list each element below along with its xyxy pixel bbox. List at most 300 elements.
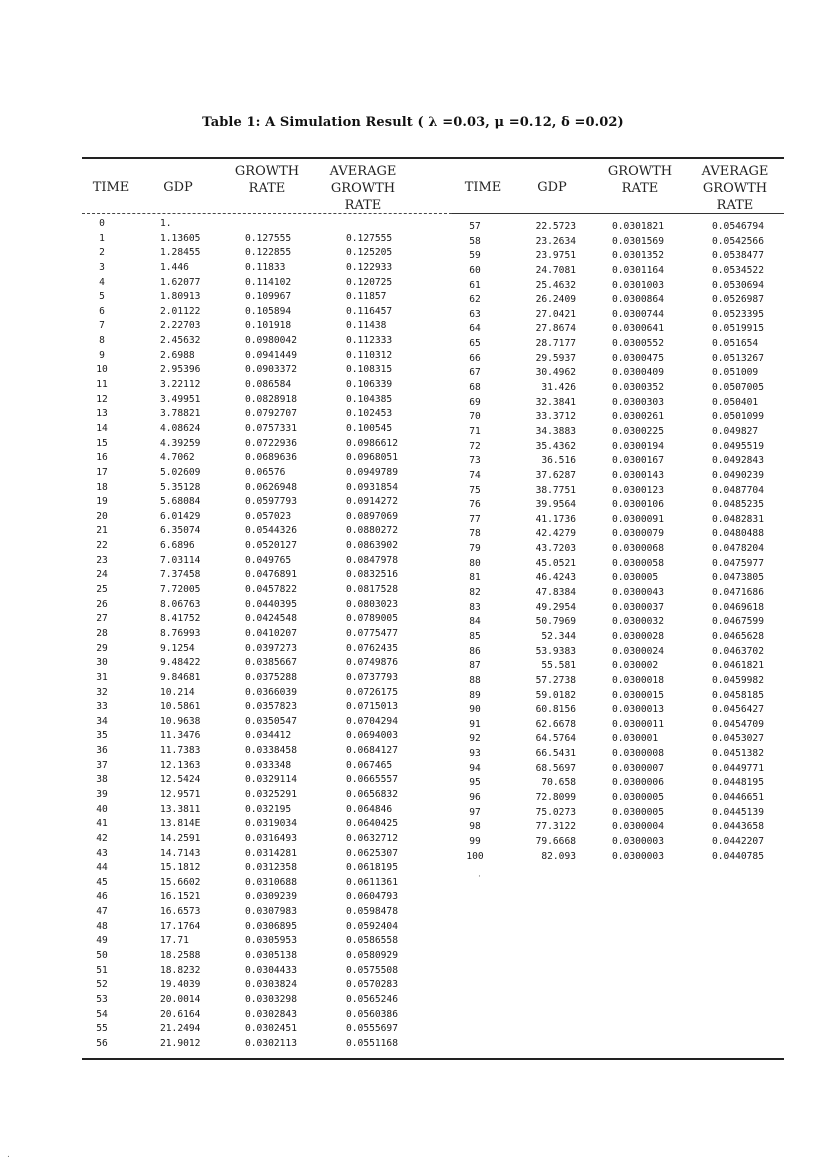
cell-average-growth-rate: 0.067465 xyxy=(346,759,393,771)
cell-time: 60 xyxy=(469,264,481,276)
cell-growth-rate: 0.0300005 xyxy=(612,791,664,803)
cell-time: 34 xyxy=(96,715,108,727)
cell-growth-rate: 0.0300004 xyxy=(612,821,664,833)
cell-gdp: 18.2588 xyxy=(160,950,201,962)
cell-time: 29 xyxy=(96,642,108,654)
cell-average-growth-rate: 0.0442207 xyxy=(712,835,764,847)
cell-growth-rate: 0.0301352 xyxy=(612,250,664,262)
cell-time: 0 xyxy=(99,218,105,229)
cell-average-growth-rate: 0.116457 xyxy=(346,305,393,317)
cell-gdp: 12.9571 xyxy=(160,788,201,800)
cell-gdp: 13.3811 xyxy=(160,803,201,815)
cell-gdp: 12.5424 xyxy=(160,774,201,786)
cell-time: 23 xyxy=(96,554,108,566)
cell-time: 81 xyxy=(469,572,481,584)
cell-average-growth-rate: 0.100545 xyxy=(346,422,393,434)
cell-time: 15 xyxy=(96,437,108,449)
cell-time: 98 xyxy=(469,821,481,833)
header-growth-rate-right: GROWTH RATE xyxy=(607,164,673,196)
cell-average-growth-rate: 0.0449771 xyxy=(712,762,764,774)
cell-time: 31 xyxy=(96,671,108,683)
cell-time: 26 xyxy=(96,598,108,610)
cell-time: 2 xyxy=(99,247,105,259)
cell-gdp: 23.2634 xyxy=(535,235,576,247)
cell-growth-rate: 0.0300011 xyxy=(612,718,664,730)
cell-gdp: 50.7969 xyxy=(535,616,576,628)
cell-average-growth-rate: 0.051009 xyxy=(712,367,759,379)
cell-gdp: 34.3883 xyxy=(535,425,576,437)
cell-gdp: 47.8384 xyxy=(535,587,576,599)
cell-growth-rate: 0.0792707 xyxy=(245,408,297,420)
cell-growth-rate: 0.0941449 xyxy=(245,349,297,361)
cell-growth-rate: 0.0302843 xyxy=(245,1008,297,1020)
cell-time: 94 xyxy=(469,762,481,774)
cell-growth-rate: 0.0312358 xyxy=(245,862,297,874)
cell-average-growth-rate: 0.0789005 xyxy=(346,613,398,625)
cell-time: 28 xyxy=(96,627,108,639)
cell-time: 7 xyxy=(99,320,105,332)
cell-average-growth-rate: 0.0632712 xyxy=(346,832,398,844)
cell-growth-rate: 0.057023 xyxy=(245,510,292,522)
cell-time: 49 xyxy=(96,935,108,947)
cell-growth-rate: 0.086584 xyxy=(245,379,292,391)
cell-average-growth-rate: 0.0749876 xyxy=(346,657,398,669)
cell-growth-rate: 0.034412 xyxy=(245,730,292,742)
cell-growth-rate: 0.0300409 xyxy=(612,367,664,379)
cell-time: 92 xyxy=(469,733,481,745)
cell-time: 6 xyxy=(99,305,105,317)
cell-gdp: 18.8232 xyxy=(160,964,201,976)
cell-growth-rate: 0.0300352 xyxy=(612,382,664,394)
cell-time: 21 xyxy=(96,525,108,537)
cell-time: 53 xyxy=(96,993,108,1005)
cell-time: 30 xyxy=(96,657,108,669)
cell-average-growth-rate: 0.0737793 xyxy=(346,671,398,683)
cell-gdp: 17.1764 xyxy=(160,920,201,932)
cell-growth-rate: 0.127555 xyxy=(245,232,292,244)
cell-time: 76 xyxy=(469,499,481,511)
cell-time: 44 xyxy=(96,862,108,874)
cell-growth-rate: 0.032195 xyxy=(245,803,292,815)
cell-growth-rate: 0.0325291 xyxy=(245,788,297,800)
cell-average-growth-rate: 0.0465628 xyxy=(712,630,764,642)
cell-growth-rate: 0.0440395 xyxy=(245,598,297,610)
cell-average-growth-rate: 0.11438 xyxy=(346,320,387,332)
cell-growth-rate: 0.0300261 xyxy=(612,411,664,423)
cell-average-growth-rate: 0.110312 xyxy=(346,349,393,361)
cell-time: 33 xyxy=(96,701,108,713)
cell-time: 46 xyxy=(96,891,108,903)
cell-growth-rate: 0.0314281 xyxy=(245,847,297,859)
cell-time: 27 xyxy=(96,613,108,625)
left-growth-rate-column xyxy=(245,217,325,1052)
cell-gdp: 36.516 xyxy=(541,455,576,467)
cell-gdp: 27.0421 xyxy=(535,308,576,320)
cell-growth-rate: 0.0300032 xyxy=(612,616,664,628)
cell-gdp: 6.6896 xyxy=(160,540,195,552)
cell-growth-rate: 0.0366039 xyxy=(245,686,297,698)
cell-growth-rate: 0.0626948 xyxy=(245,481,297,493)
cell-growth-rate: 0.0316493 xyxy=(245,832,297,844)
cell-average-growth-rate: 0.0575508 xyxy=(346,964,398,976)
cell-average-growth-rate: 0.0519915 xyxy=(712,323,764,335)
cell-growth-rate: 0.0300167 xyxy=(612,455,664,467)
cell-growth-rate xyxy=(245,217,325,232)
cell-average-growth-rate: 0.0775477 xyxy=(346,627,398,639)
cell-average-growth-rate: 0.0949789 xyxy=(346,466,398,478)
cell-average-growth-rate: 0.0715013 xyxy=(346,701,398,713)
cell-gdp: 3.49951 xyxy=(160,393,201,405)
cell-average-growth-rate: 0.0604793 xyxy=(346,891,398,903)
cell-gdp: 5.68084 xyxy=(160,496,201,508)
cell-gdp: 17.71 xyxy=(160,935,189,947)
cell-average-growth-rate: 0.0487704 xyxy=(712,484,764,496)
cell-average-growth-rate: 0.112333 xyxy=(346,335,393,347)
cell-average-growth-rate: 0.0665557 xyxy=(346,774,398,786)
right-time-column xyxy=(450,220,500,864)
cell-time: 19 xyxy=(96,496,108,508)
cell-growth-rate: 0.0397273 xyxy=(245,642,297,654)
cell-average-growth-rate: 0.0968051 xyxy=(346,452,398,464)
cell-growth-rate: 0.0300091 xyxy=(612,513,664,525)
cell-average-growth-rate: 0.050401 xyxy=(712,396,759,408)
cell-growth-rate: 0.11833 xyxy=(245,261,286,273)
cell-time: 90 xyxy=(469,704,481,716)
scan-speck: . xyxy=(7,1150,10,1160)
cell-average-growth-rate: 0.0448195 xyxy=(712,777,764,789)
cell-growth-rate: 0.0301003 xyxy=(612,279,664,291)
cell-gdp: 41.1736 xyxy=(535,513,576,525)
cell-gdp: 4.7062 xyxy=(160,452,195,464)
cell-growth-rate: 0.0300864 xyxy=(612,294,664,306)
cell-gdp: 46.4243 xyxy=(535,572,576,584)
cell-gdp: 10.9638 xyxy=(160,715,201,727)
cell-gdp: 14.2591 xyxy=(160,832,201,844)
cell-time: 25 xyxy=(96,584,108,596)
cell-average-growth-rate: 0.0501099 xyxy=(712,411,764,423)
cell-average-growth-rate: 0.0461821 xyxy=(712,660,764,672)
cell-time: 77 xyxy=(469,513,481,525)
cell-gdp: 55.581 xyxy=(541,660,576,672)
cell-gdp: 57.2738 xyxy=(535,674,576,686)
cell-gdp: 12.1363 xyxy=(160,759,201,771)
cell-average-growth-rate: 0.051654 xyxy=(712,338,759,350)
cell-time: 67 xyxy=(469,367,481,379)
cell-time: 91 xyxy=(469,718,481,730)
cell-growth-rate: 0.0903372 xyxy=(245,364,297,376)
cell-average-growth-rate: 0.0986612 xyxy=(346,437,398,449)
cell-gdp: 1.13605 xyxy=(160,232,201,244)
cell-growth-rate: 0.0300013 xyxy=(612,704,664,716)
cell-time: 41 xyxy=(96,818,108,830)
cell-gdp: 2.6988 xyxy=(160,349,195,361)
cell-gdp: 66.5431 xyxy=(535,748,576,760)
cell-time: 66 xyxy=(469,352,481,364)
cell-growth-rate: 0.0300744 xyxy=(612,308,664,320)
cell-gdp: 68.5697 xyxy=(535,762,576,774)
cell-time: 56 xyxy=(96,1037,108,1049)
cell-growth-rate: 0.0303824 xyxy=(245,979,297,991)
cell-growth-rate: 0.0302113 xyxy=(245,1037,297,1049)
cell-average-growth-rate: 0.0440785 xyxy=(712,850,764,862)
cell-gdp: 11.3476 xyxy=(160,730,201,742)
cell-average-growth-rate: 0.0495519 xyxy=(712,440,764,452)
cell-average-growth-rate: 0.0526987 xyxy=(712,294,764,306)
cell-time: 40 xyxy=(96,803,108,815)
cell-time: 65 xyxy=(469,338,481,350)
cell-average-growth-rate: 0.0453027 xyxy=(712,733,764,745)
cell-gdp: 35.4362 xyxy=(535,440,576,452)
cell-average-growth-rate: 0.0507005 xyxy=(712,382,764,394)
header-time-right: TIME xyxy=(464,180,502,195)
cell-growth-rate: 0.030005 xyxy=(612,572,659,584)
cell-growth-rate: 0.0301569 xyxy=(612,235,664,247)
cell-average-growth-rate: 0.0586558 xyxy=(346,935,398,947)
cell-average-growth-rate: 0.127555 xyxy=(346,232,393,244)
cell-average-growth-rate: 0.0640425 xyxy=(346,818,398,830)
cell-growth-rate: 0.0300079 xyxy=(612,528,664,540)
table-top-rule xyxy=(82,157,784,159)
cell-time: 11 xyxy=(96,379,108,391)
cell-average-growth-rate: 0.0832516 xyxy=(346,569,398,581)
cell-gdp: 4.39259 xyxy=(160,437,201,449)
cell-time: 9 xyxy=(99,349,105,361)
cell-average-growth-rate: 0.0482831 xyxy=(712,513,764,525)
cell-average-growth-rate: 0.0458185 xyxy=(712,689,764,701)
cell-growth-rate: 0.0476891 xyxy=(245,569,297,581)
cell-gdp: 8.41752 xyxy=(160,613,201,625)
cell-gdp: 49.2954 xyxy=(535,601,576,613)
cell-average-growth-rate: 0.0580929 xyxy=(346,950,398,962)
cell-gdp: 52.344 xyxy=(541,630,576,642)
cell-average-growth-rate: 0.0592404 xyxy=(346,920,398,932)
cell-growth-rate: 0.0300003 xyxy=(612,835,664,847)
cell-time: 58 xyxy=(469,235,481,247)
cell-growth-rate: 0.0300007 xyxy=(612,762,664,774)
cell-average-growth-rate: 0.0551168 xyxy=(346,1037,398,1049)
cell-average-growth-rate: 0.0538477 xyxy=(712,250,764,262)
cell-gdp: 53.9383 xyxy=(535,645,576,657)
cell-gdp: 24.7081 xyxy=(535,264,576,276)
cell-time: 4 xyxy=(99,276,105,288)
cell-average-growth-rate: 0.0847978 xyxy=(346,554,398,566)
cell-average-growth-rate: 0.0817528 xyxy=(346,584,398,596)
cell-average-growth-rate: 0.122933 xyxy=(346,261,393,273)
cell-time: 99 xyxy=(469,835,481,847)
cell-growth-rate: 0.0300005 xyxy=(612,806,664,818)
cell-time: 87 xyxy=(469,660,481,672)
cell-time: 75 xyxy=(469,484,481,496)
cell-growth-rate: 0.0300225 xyxy=(612,425,664,437)
cell-gdp: 10.214 xyxy=(160,686,195,698)
cell-average-growth-rate: 0.0467599 xyxy=(712,616,764,628)
cell-growth-rate: 0.0309239 xyxy=(245,891,297,903)
cell-growth-rate: 0.0300194 xyxy=(612,440,664,452)
cell-average-growth-rate: 0.0456427 xyxy=(712,704,764,716)
cell-gdp: 16.6573 xyxy=(160,906,201,918)
cell-time: 84 xyxy=(469,616,481,628)
cell-time: 54 xyxy=(96,1008,108,1020)
cell-average-growth-rate: 0.0546794 xyxy=(712,221,764,232)
cell-growth-rate: 0.0300018 xyxy=(612,674,664,686)
cell-gdp: 19.4039 xyxy=(160,979,201,991)
cell-growth-rate: 0.0300037 xyxy=(612,601,664,613)
cell-growth-rate: 0.0385667 xyxy=(245,657,297,669)
cell-gdp: 1.28455 xyxy=(160,247,201,259)
cell-gdp: 2.45632 xyxy=(160,335,201,347)
cell-growth-rate: 0.0544326 xyxy=(245,525,297,537)
cell-gdp: 28.7177 xyxy=(535,338,576,350)
cell-time: 89 xyxy=(469,689,481,701)
cell-gdp: 8.76993 xyxy=(160,627,201,639)
cell-time: 63 xyxy=(469,308,481,320)
cell-time: 86 xyxy=(469,645,481,657)
cell-gdp: 10.5861 xyxy=(160,701,201,713)
cell-gdp: 60.8156 xyxy=(535,704,576,716)
cell-growth-rate: 0.0300008 xyxy=(612,748,664,760)
cell-growth-rate: 0.0300106 xyxy=(612,499,664,511)
cell-time: 70 xyxy=(469,411,481,423)
cell-time: 100 xyxy=(466,850,484,862)
cell-average-growth-rate: 0.0555697 xyxy=(346,1023,398,1035)
cell-average-growth-rate: 0.0485235 xyxy=(712,499,764,511)
cell-growth-rate: 0.0329114 xyxy=(245,774,297,786)
cell-growth-rate: 0.122855 xyxy=(245,247,292,259)
cell-growth-rate: 0.0424548 xyxy=(245,613,297,625)
cell-gdp: 9.48422 xyxy=(160,657,201,669)
cell-time: 24 xyxy=(96,569,108,581)
cell-average-growth-rate: 0.0704294 xyxy=(346,715,398,727)
cell-growth-rate: 0.0597793 xyxy=(245,496,297,508)
cell-gdp: 20.0014 xyxy=(160,993,201,1005)
cell-time: 13 xyxy=(96,408,108,420)
cell-gdp: 79.6668 xyxy=(535,835,576,847)
cell-average-growth-rate: 0.0560386 xyxy=(346,1008,398,1020)
table-caption: Table 1: A Simulation Result ( λ =0.03, μ =0.12, δ =0.02) xyxy=(202,115,624,130)
cell-gdp: 15.6602 xyxy=(160,876,201,888)
cell-gdp: 62.6678 xyxy=(535,718,576,730)
cell-average-growth-rate: 0.0451382 xyxy=(712,748,764,760)
cell-growth-rate: 0.0300058 xyxy=(612,557,664,569)
cell-gdp: 70.658 xyxy=(541,777,576,789)
cell-growth-rate: 0.0410207 xyxy=(245,627,297,639)
cell-average-growth-rate: 0.0684127 xyxy=(346,745,398,757)
cell-growth-rate: 0.030002 xyxy=(612,660,659,672)
cell-time: 97 xyxy=(469,806,481,818)
cell-growth-rate: 0.0300475 xyxy=(612,352,664,364)
cell-growth-rate: 0.0300552 xyxy=(612,338,664,350)
cell-time: 1 xyxy=(99,232,105,244)
cell-gdp: 82.093 xyxy=(541,850,576,862)
cell-time: 88 xyxy=(469,674,481,686)
cell-gdp: 6.01429 xyxy=(160,510,201,522)
cell-growth-rate: 0.0300003 xyxy=(612,850,664,862)
cell-growth-rate: 0.0457822 xyxy=(245,584,297,596)
cell-gdp: 42.4279 xyxy=(535,528,576,540)
cell-time: 93 xyxy=(469,748,481,760)
cell-time: 80 xyxy=(469,557,481,569)
cell-time: 83 xyxy=(469,601,481,613)
cell-growth-rate: 0.0350547 xyxy=(245,715,297,727)
cell-gdp: 6.35074 xyxy=(160,525,201,537)
cell-growth-rate: 0.0304433 xyxy=(245,964,297,976)
cell-gdp: 13.814E xyxy=(160,818,201,830)
cell-time: 36 xyxy=(96,745,108,757)
cell-growth-rate: 0.06576 xyxy=(245,466,286,478)
cell-gdp: 3.78821 xyxy=(160,408,201,420)
header-average-growth-rate-right: AVERAGE GROWTH RATE xyxy=(701,164,769,213)
cell-average-growth-rate: 0.0473805 xyxy=(712,572,764,584)
cell-gdp: 33.3712 xyxy=(535,411,576,423)
cell-average-growth-rate: 0.102453 xyxy=(346,408,393,420)
cell-time: 47 xyxy=(96,906,108,918)
cell-average-growth-rate: 0.049827 xyxy=(712,425,759,437)
cell-average-growth-rate: 0.0471686 xyxy=(712,587,764,599)
cell-growth-rate: 0.0980042 xyxy=(245,335,297,347)
cell-gdp: 21.9012 xyxy=(160,1037,201,1049)
cell-gdp: 29.5937 xyxy=(535,352,576,364)
cell-growth-rate: 0.0520127 xyxy=(245,540,297,552)
cell-time: 32 xyxy=(96,686,108,698)
cell-average-growth-rate: 0.0694003 xyxy=(346,730,398,742)
cell-growth-rate: 0.0689636 xyxy=(245,452,297,464)
cell-average-growth-rate: 0.0611361 xyxy=(346,876,398,888)
cell-growth-rate: 0.0300143 xyxy=(612,469,664,481)
cell-growth-rate: 0.0305138 xyxy=(245,950,297,962)
cell-time: 43 xyxy=(96,847,108,859)
cell-growth-rate: 0.0303298 xyxy=(245,993,297,1005)
cell-gdp: 59.0182 xyxy=(535,689,576,701)
cell-gdp: 4.08624 xyxy=(160,422,201,434)
header-growth-rate-left: GROWTH RATE xyxy=(234,164,300,196)
cell-growth-rate: 0.049765 xyxy=(245,554,292,566)
cell-time: 82 xyxy=(469,587,481,599)
cell-time: 71 xyxy=(469,425,481,437)
cell-growth-rate: 0.0301164 xyxy=(612,264,664,276)
cell-growth-rate: 0.0319034 xyxy=(245,818,297,830)
cell-average-growth-rate: 0.0762435 xyxy=(346,642,398,654)
cell-average-growth-rate: 0.0726175 xyxy=(346,686,398,698)
cell-average-growth-rate: 0.0570283 xyxy=(346,979,398,991)
cell-growth-rate: 0.0307983 xyxy=(245,906,297,918)
right-average-growth-rate-column xyxy=(712,220,792,864)
cell-gdp: 7.37458 xyxy=(160,569,201,581)
cell-time: 61 xyxy=(469,279,481,291)
cell-average-growth-rate: 0.0803023 xyxy=(346,598,398,610)
cell-growth-rate: 0.0828918 xyxy=(245,393,297,405)
cell-time: 16 xyxy=(96,452,108,464)
cell-time: 14 xyxy=(96,422,108,434)
cell-time: 78 xyxy=(469,528,481,540)
cell-average-growth-rate: 0.0542566 xyxy=(712,235,764,247)
cell-growth-rate: 0.0338458 xyxy=(245,745,297,757)
cell-average-growth-rate: 0.0445139 xyxy=(712,806,764,818)
cell-time: 51 xyxy=(96,964,108,976)
cell-average-growth-rate: 0.0618195 xyxy=(346,862,398,874)
cell-gdp: 31.426 xyxy=(541,382,576,394)
cell-growth-rate: 0.109967 xyxy=(245,291,292,303)
cell-time: 38 xyxy=(96,774,108,786)
cell-average-growth-rate: 0.0463702 xyxy=(712,645,764,657)
cell-time: 59 xyxy=(469,250,481,262)
cell-time: 96 xyxy=(469,791,481,803)
cell-gdp: 7.72005 xyxy=(160,584,201,596)
cell-gdp: 15.1812 xyxy=(160,862,201,874)
cell-gdp: 64.5764 xyxy=(535,733,576,745)
cell-average-growth-rate: 0.0443658 xyxy=(712,821,764,833)
cell-time: 52 xyxy=(96,979,108,991)
cell-growth-rate: 0.0300123 xyxy=(612,484,664,496)
